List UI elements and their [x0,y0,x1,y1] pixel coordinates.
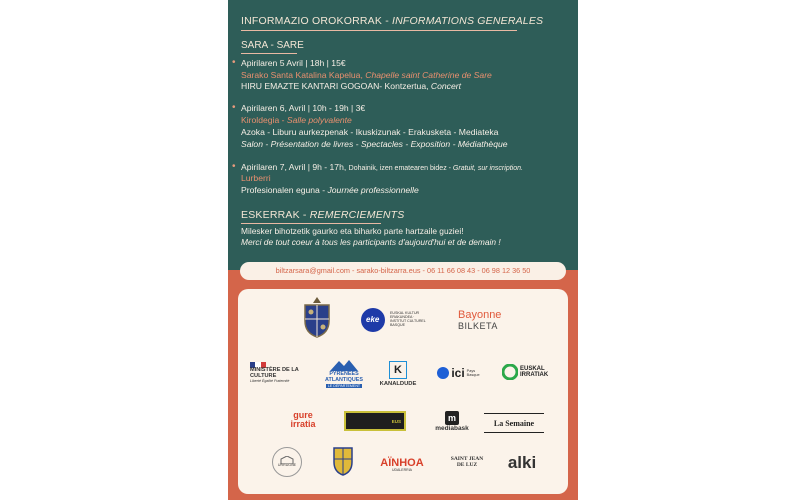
sponsor-logos-panel [238,289,568,494]
ici-pays-basque-logo [432,361,488,385]
ministere-text: MINISTÈRE DE LA CULTURE [250,367,299,380]
event1-description [241,81,461,91]
saint-jean-text: SAINT JEAN DE LUZ [450,456,484,468]
event2-venue-basque: Kiroldegia - [241,115,287,125]
thanks-underline [241,223,381,224]
alki-logo [502,449,542,477]
ainhoa-text: AÏNHOA [380,456,424,469]
event1-venue-french: Chapelle saint Catherine de Sare [365,70,492,80]
event2-desc-basque: Azoka - Liburu aurkezpenak - Ikuskizunak - Erakusketa - Mediateka [241,127,499,137]
thanks-title-basque: ESKERRAK - [241,209,310,221]
bayonne-text: Bayonne [458,309,502,321]
mediabask-mark: m [445,411,459,425]
pyrenees-sub: LE DÉPARTEMENT [327,383,361,388]
place-underline [241,53,297,54]
event2-desc-french: Salon - Présentation de livres - Spectacles - Exposition - Médiathèque [241,139,508,149]
ici-text: ici [451,366,465,380]
event1-date: • Apirilaren 5 Avril | 18h | 15€ [241,58,346,68]
thanks-french: Merci de tout coeur à tous les participants d'aujourd'hui et de demain ! [241,237,501,247]
kanaldude-mark: K [389,361,407,379]
info-title-underline [241,30,517,31]
event3-desc-basque: Profesionalen eguna - [241,185,328,195]
event3-description [241,185,419,195]
info-title [241,15,543,27]
bayonne-bilketa-logo [458,303,516,337]
irratia-text: irratia [290,419,316,429]
info-title-basque: INFORMAZIO OROKORRAK - [241,15,393,27]
contact-bar: biltzarsara@gmail.com - sarako-biltzarra.eus - 06 11 66 08 43 - 06 98 12 36 50 [240,262,566,280]
place-title: SARA - SARE [241,40,304,51]
info-title-french: INFORMATIONS GENERALES [392,15,544,27]
eke-logo [360,305,436,335]
kanaldude-logo [378,355,418,393]
event3-note-french: Gratuit, sur inscription. [452,165,523,172]
gure-irratia-logo [278,405,328,435]
ici-sub: Pays Basque [466,369,480,377]
poster [228,0,578,500]
event2-venue [241,115,352,125]
thanks-basque: Milesker bihotzetik gaurko eta biharko parte hartzaile guziei! [241,226,464,236]
crest-logo [328,443,358,479]
eke-mark: eke [366,315,380,324]
euskal-irratiak-text: EUSKAL IRRATIAK [520,365,549,378]
alki-text: alki [507,453,537,472]
bilketa-text: BILKETA [458,321,498,331]
saint-jean-de-luz-logo [444,451,490,475]
event3-desc-french: Journée professionnelle [327,185,419,195]
event1-venue [241,70,492,80]
event1-desc-basque: HIRU EMAZTE KANTARI GOGOAN- Kontzertua, [241,81,431,91]
event3-date-text: Apirilaren 7, Avril | 9h - 17h, [241,162,349,172]
la-semaine-text: La Semaine [493,418,535,428]
ainhoa-logo [374,453,430,477]
gure-text: gure [293,410,313,420]
urrugne-text: URRUGNE [277,463,297,468]
kanaldude-text: KANALDUDE [379,380,417,387]
pyrenees-atlantiques-logo [320,353,368,393]
event3-venue: Lurberri [241,173,271,183]
event1-desc-french: Concert [430,81,461,91]
eke-text: EUSKAL KULTUR ERAKUNDEA · INSTITUT CULTUREL BASQUE [390,311,426,327]
event1-venue-basque: Sarako Santa Katalina Kapelua, [241,70,366,80]
thanks-title-french: REMERCIEMENTS [309,209,405,221]
event3-note-basque: Dohainik, izen ematearen bidez - [348,165,453,172]
thanks-title [241,209,405,221]
eus-badge-logo [344,411,406,431]
ministere-motto: Liberté Égalité Fraternité [250,378,290,383]
event2-venue-french: Salle polyvalente [286,115,352,125]
euskal-irratiak-logo [500,357,554,387]
ministere-culture-logo [250,355,312,391]
event2-date: • Apirilaren 6, Avril | 10h - 19h | 3€ [241,103,365,113]
event3-date [241,162,523,172]
mediabask-logo [428,407,476,437]
ainhoa-sub: UDALERRIA [391,467,413,472]
pyrenees-text: PYRÉNÉES ATLANTIQUES [325,371,363,383]
sara-coat-of-arms-logo [298,295,336,339]
mediabask-text: mediabask [435,425,469,433]
la-semaine-logo [484,413,544,433]
eus-badge-text: EUS [391,418,401,424]
urrugne-logo [272,447,302,477]
